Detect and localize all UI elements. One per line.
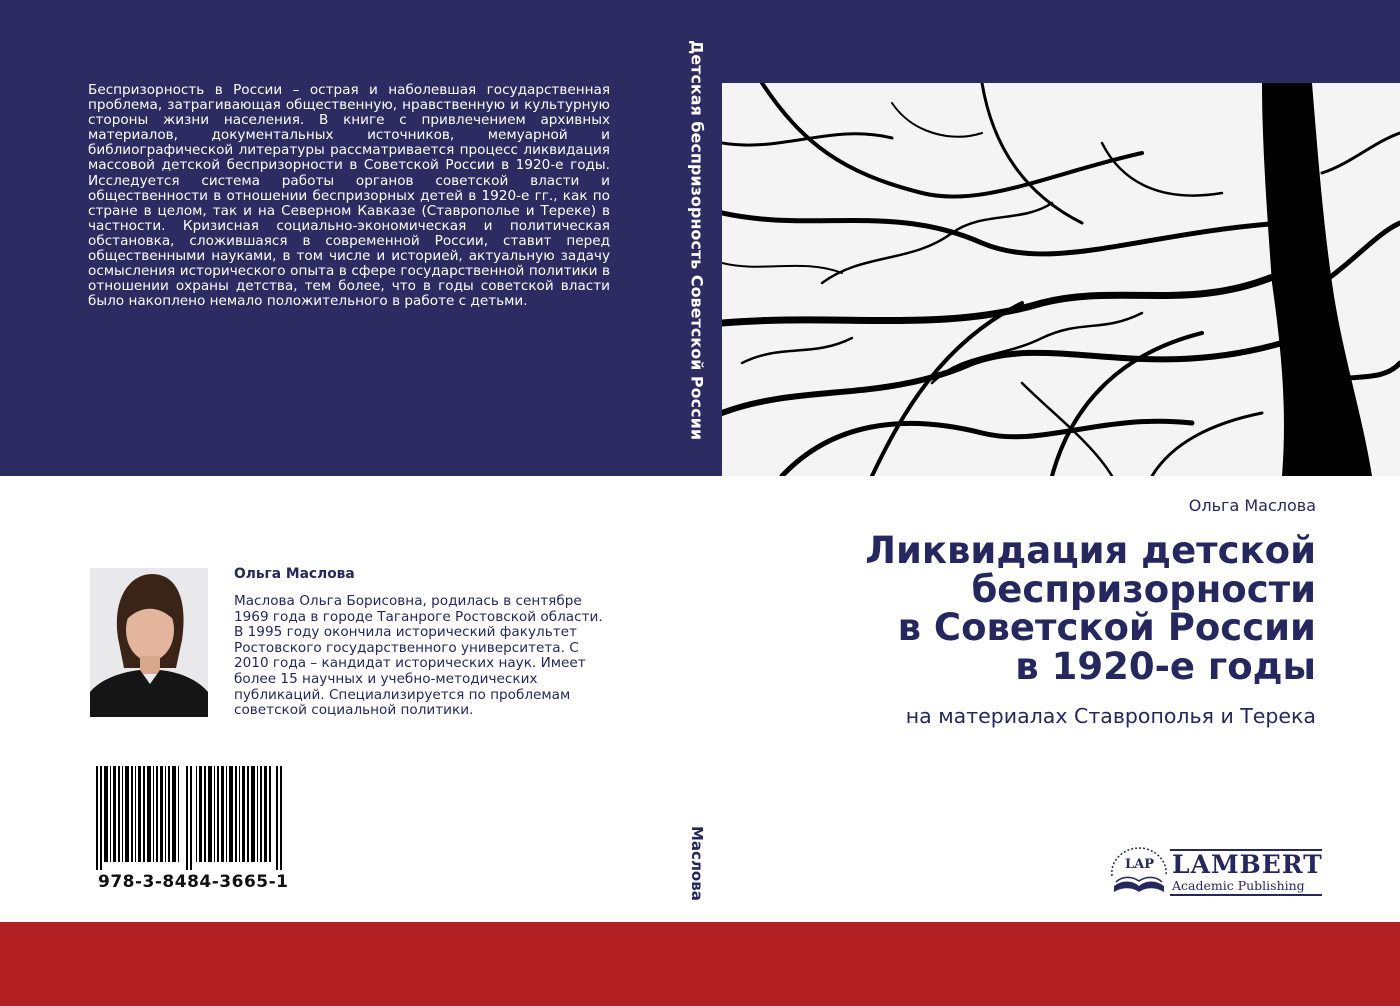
- spine-title-text: Детская беспризорность Советской России: [687, 40, 707, 441]
- author-photo: [90, 568, 208, 717]
- spine-author-text: Маслова: [688, 826, 706, 901]
- book-title-line: в 1920-е годы: [1015, 644, 1316, 688]
- book-title-line: в Советской России: [897, 606, 1316, 649]
- author-portrait-icon: [90, 568, 208, 717]
- bio-text: Маслова Ольга Борисовна, родилась в сентябре 1969 года в городе Таганроге Ростовской области. В 1995 году окончила исторический факультет Ростовского государственного университета. С 2010 года – кандидат исторических наук. Имеет более 15 научных и учебно-методических публикаций. Специализируется по проблемам советской социальной политики.: [234, 593, 603, 719]
- tree-branches-photo: [722, 83, 1400, 476]
- bottom-red-band: [0, 922, 1400, 1006]
- book-title: [696, 529, 1316, 688]
- front-cover-author: Ольга Маслова: [1188, 496, 1316, 515]
- book-title-line: беспризорности: [971, 567, 1316, 611]
- publisher-name: LAMBERT: [1172, 850, 1323, 879]
- isbn-number: 978-3-8484-3665-1: [98, 872, 289, 892]
- back-cover-blurb: Беспризорность в России – острая и наболевшая государственная проблема, затрагивающая общественную, нравственную и культурную стороны жизни населения. В книге с привлечением архивных материалов, документальных источников, мемуарной и библиографической литературы рассматривается процесс ликвидация массовой детской беспризорности в Советской России в 1920-е годы. Исследуется система работы органов советской власти и общественности в отношении беспризорных детей в 1920-е гг., как по стране в целом, так и на Северном Кавказе (Ставрополье и Тереке) в частности. Кризисная социально-экономическая и политическая обстановка, сложившаяся в современной России, ставит перед общественными науками, в том числе и историей, актуальную задачу осмысления исторического опыта в сфере государственной политики в отношении охраны детства, тем более, что в годы советской власти было накоплено немало положительного в работе с детьми.: [88, 82, 610, 310]
- barcode: [94, 766, 288, 870]
- barcode-icon: [94, 766, 288, 870]
- book-subtitle: на материалах Ставрополья и Терека: [905, 704, 1316, 728]
- publisher-badge: LAP: [1125, 857, 1155, 872]
- publisher-tagline: Academic Publishing: [1172, 878, 1305, 893]
- book-title-line: Ликвидация детской: [865, 529, 1316, 572]
- publisher-logo: [1108, 846, 1328, 898]
- bio-author-name: Ольга Маслова: [234, 566, 355, 582]
- tree-branches-silhouette-icon: [722, 83, 1400, 476]
- lap-book-logo-icon: [1108, 846, 1328, 898]
